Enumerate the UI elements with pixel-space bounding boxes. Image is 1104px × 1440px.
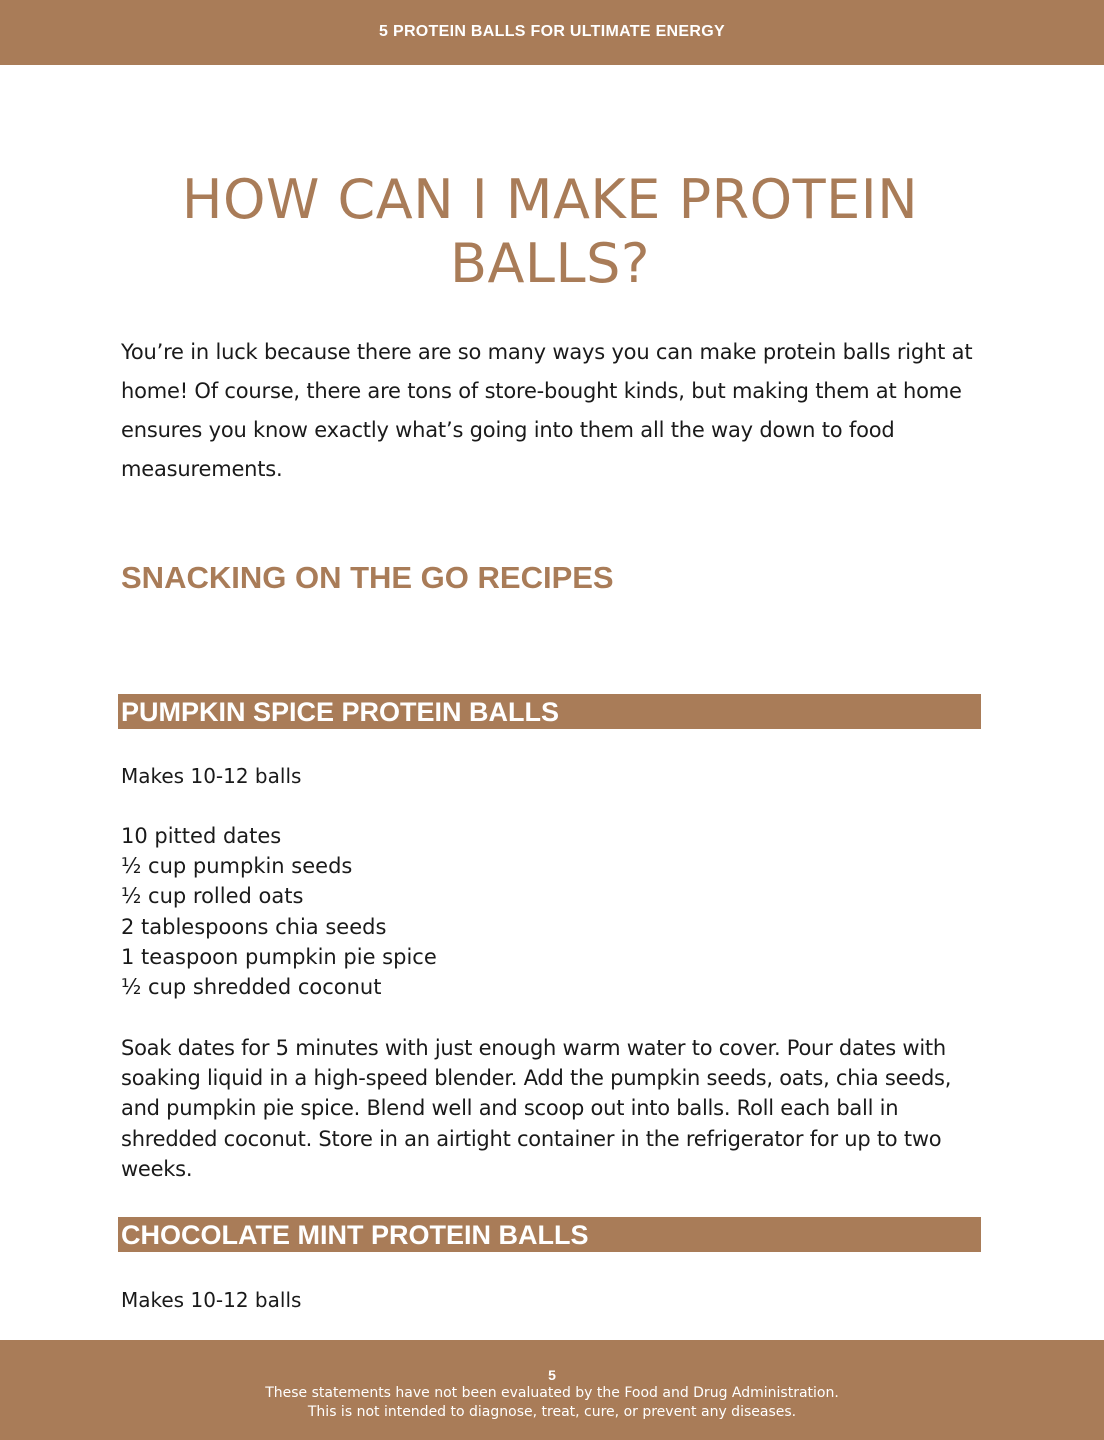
disclaimer [0, 1384, 1104, 1422]
recipe-title-bar-pumpkin-spice [118, 694, 981, 729]
ingredient-item: ½ cup shredded coconut [121, 975, 382, 1000]
ingredient-item: 10 pitted dates [121, 824, 282, 848]
ingredient-item: ½ cup rolled oats [121, 884, 304, 909]
recipe-title-bar-chocolate-mint [118, 1217, 981, 1252]
recipe-yield: Makes 10-12 balls [121, 764, 302, 788]
ingredient-item: 2 tablespoons chia seeds [121, 914, 387, 939]
header-title: 5 PROTEIN BALLS FOR ULTIMATE ENERGY [379, 23, 725, 40]
page-title: HOW CAN I MAKE PROTEIN BALLS? [181, 168, 919, 295]
disclaimer-line: These statements have not been evaluated by the Food and Drug Administration. [265, 1385, 839, 1401]
ingredient-list [121, 821, 437, 1002]
recipe-yield: Makes 10-12 balls [121, 1288, 302, 1312]
intro-paragraph: You’re in luck because there are so many ways you can make protein balls right at home! Of course, there are tons of store-bought kinds, but making them at home ensures you know exactly what’s going into them all the way down to food measurements. [121, 340, 973, 481]
recipe-instructions: Soak dates for 5 minutes with just enough warm water to cover. Pour dates with soaking liquid in a high-speed blender. Add the pumpkin seeds, oats, chia seeds, and pumpkin pie spice. Blend well and scoop out into balls. Roll each ball in shredded coconut. Store in an airtight container in the refrigerator for up to two weeks. [121, 1036, 952, 1181]
page-number: 5 [548, 1367, 556, 1383]
ingredient-item: 1 teaspoon pumpkin pie spice [121, 944, 437, 969]
header-bar [0, 0, 1104, 65]
recipe-title: PUMPKIN SPICE PROTEIN BALLS [121, 697, 560, 727]
disclaimer-line: This is not intended to diagnose, treat, cure, or prevent any diseases. [307, 1404, 797, 1420]
ingredient-item: ½ cup pumpkin seeds [121, 854, 353, 879]
footer-bar [0, 1340, 1104, 1440]
section-heading: SNACKING ON THE GO RECIPES [121, 560, 614, 595]
recipe-title: CHOCOLATE MINT PROTEIN BALLS [121, 1220, 589, 1250]
